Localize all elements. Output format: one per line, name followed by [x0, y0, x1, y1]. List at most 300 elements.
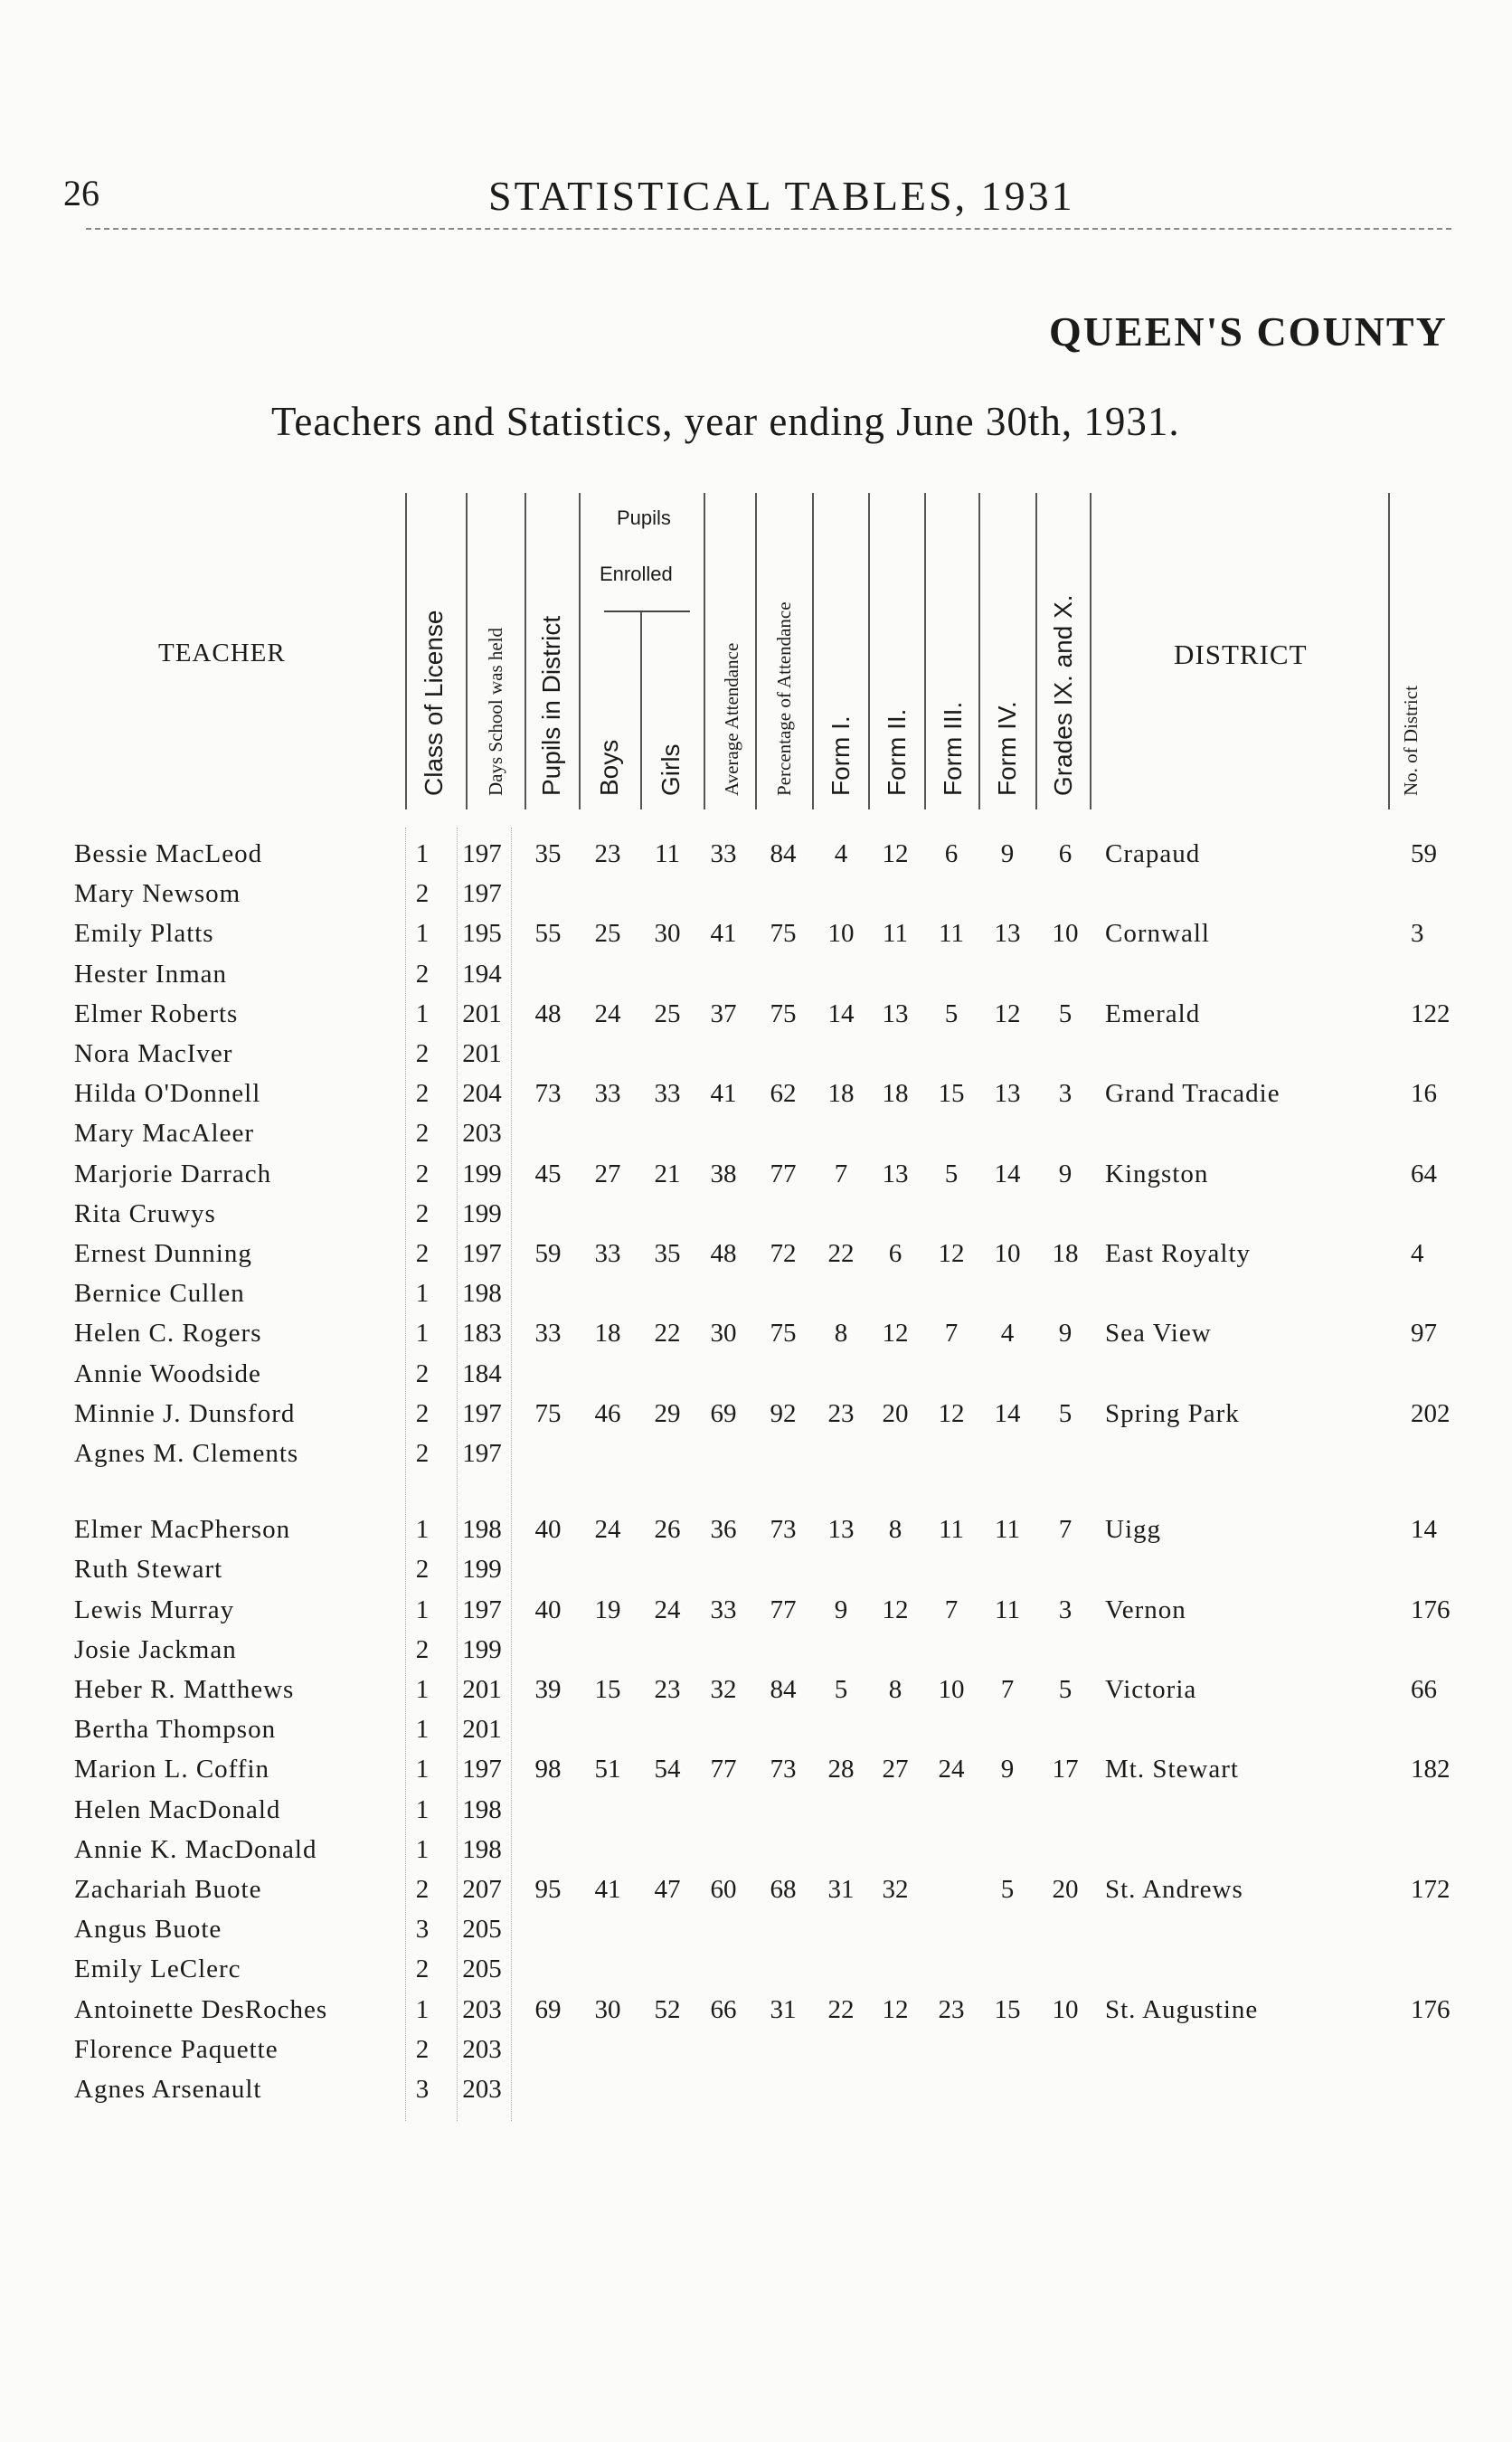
form-2-count: 18	[882, 1079, 909, 1109]
county-title: QUEEN'S COUNTY	[1049, 308, 1448, 355]
boys-enrolled: 25	[594, 919, 621, 949]
form-4-count: 13	[994, 919, 1021, 949]
form-1-count: 10	[827, 919, 855, 949]
table-row	[0, 1399, 1512, 1439]
form-4-count: 12	[994, 999, 1021, 1028]
district-number: 59	[1411, 839, 1437, 868]
grades-9-10-count: 5	[1058, 1398, 1073, 1428]
table-row	[0, 879, 1512, 919]
pupils-in-district: 33	[534, 1319, 562, 1349]
license-class: 1	[415, 919, 430, 949]
license-class: 2	[415, 1039, 430, 1068]
column-divider	[524, 493, 526, 809]
grades-9-10-header: Grades IX. and X.	[1049, 594, 1077, 796]
form-4-count: 11	[995, 1515, 1020, 1545]
table-row	[0, 1159, 1512, 1199]
teacher-name: Emily Platts	[74, 919, 214, 949]
boys-enrolled: 30	[594, 1994, 621, 2024]
days-held: 205	[462, 1915, 502, 1945]
form-2-count: 8	[888, 1515, 902, 1545]
boys-enrolled: 15	[594, 1675, 621, 1704]
grades-9-10-count: 7	[1058, 1515, 1073, 1545]
column-divider	[868, 493, 870, 809]
pupils-in-district: 40	[534, 1595, 562, 1624]
average-attendance: 36	[710, 1515, 737, 1545]
grades-9-10-count: 10	[1052, 919, 1079, 949]
girls-enrolled: 22	[654, 1319, 681, 1349]
average-attendance: 66	[710, 1994, 737, 2024]
license-class: 1	[415, 1755, 430, 1784]
pupils-in-district: 55	[534, 919, 562, 949]
teacher-name: Agnes M. Clements	[74, 1439, 299, 1468]
license-class: 3	[415, 1915, 430, 1945]
teacher-name: Josie Jackman	[74, 1634, 237, 1664]
table-row	[0, 1955, 1512, 1994]
table-row	[0, 1715, 1512, 1755]
teacher-name: Elmer MacPherson	[74, 1515, 291, 1545]
column-divider	[405, 493, 407, 809]
pupils-in-district-header: Pupils in District	[537, 615, 565, 796]
girls-enrolled: 24	[654, 1595, 681, 1624]
teacher-name: Hester Inman	[74, 959, 228, 989]
teacher-name: Annie K. MacDonald	[74, 1834, 317, 1864]
district-name: Kingston	[1105, 1159, 1209, 1188]
pupils-in-district: 39	[534, 1675, 562, 1704]
average-attendance: 69	[710, 1398, 737, 1428]
grades-9-10-count: 5	[1058, 999, 1073, 1028]
days-held: 203	[462, 2034, 502, 2064]
pupils-in-district: 59	[534, 1239, 562, 1268]
grades-9-10-count: 18	[1052, 1239, 1079, 1268]
license-class: 2	[415, 2034, 430, 2064]
form-3-count: 5	[944, 999, 959, 1028]
table-row	[0, 1279, 1512, 1319]
days-held: 197	[462, 1398, 502, 1428]
table-row	[0, 1359, 1512, 1399]
boys-enrolled: 51	[594, 1755, 621, 1784]
form-4-count: 9	[1000, 839, 1015, 868]
license-class: 1	[415, 1319, 430, 1349]
district-number: 97	[1411, 1319, 1437, 1349]
pupils-in-district: 48	[534, 999, 562, 1028]
days-held: 199	[462, 1555, 502, 1585]
form-4-count: 14	[994, 1159, 1021, 1188]
form-4-header: Form IV.	[993, 701, 1021, 796]
license-class: 1	[415, 999, 430, 1028]
column-divider	[579, 493, 581, 809]
pupils-in-district: 40	[534, 1515, 562, 1545]
district-number: 64	[1411, 1159, 1437, 1188]
form-1-count: 28	[827, 1755, 855, 1784]
percentage-attendance: 75	[770, 1319, 797, 1349]
form-2-header: Form II.	[883, 708, 911, 796]
average-attendance: 32	[710, 1675, 737, 1704]
table-row	[0, 1319, 1512, 1358]
teacher-name: Helen C. Rogers	[74, 1319, 262, 1349]
header-rule	[86, 228, 1451, 230]
license-class: 2	[415, 1555, 430, 1585]
teacher-name: Heber R. Matthews	[74, 1675, 295, 1704]
form-3-count: 11	[939, 1515, 964, 1545]
column-divider	[1090, 493, 1091, 809]
percentage-attendance: 75	[770, 919, 797, 949]
girls-enrolled: 23	[654, 1675, 681, 1704]
average-attendance: 41	[710, 919, 737, 949]
table-subtitle: Teachers and Statistics, year ending June 30th, 1931.	[271, 399, 1180, 444]
boys-enrolled: 33	[594, 1239, 621, 1268]
district-name: Sea View	[1105, 1319, 1212, 1349]
teacher-name: Emily LeClerc	[74, 1955, 241, 1984]
district-number: 66	[1411, 1675, 1437, 1704]
district-name: St. Andrews	[1105, 1875, 1243, 1904]
form-4-count: 10	[994, 1239, 1021, 1268]
table-row	[0, 960, 1512, 999]
table-row	[0, 919, 1512, 959]
days-held: 199	[462, 1198, 502, 1228]
table-row	[0, 839, 1512, 879]
district-column-header: DISTRICT	[1174, 639, 1308, 670]
table-row	[0, 1835, 1512, 1875]
form-3-count: 15	[938, 1079, 965, 1109]
form-1-count: 7	[834, 1159, 848, 1188]
district-number: 182	[1411, 1755, 1451, 1784]
form-1-count: 22	[827, 1994, 855, 2024]
percentage-attendance: 77	[770, 1595, 797, 1624]
table-row	[0, 1199, 1512, 1239]
percentage-attendance: 73	[770, 1515, 797, 1545]
days-held: 195	[462, 919, 502, 949]
license-class: 1	[415, 1994, 430, 2024]
days-held: 203	[462, 1994, 502, 2024]
enrolled-group-header: Enrolled	[600, 563, 673, 585]
form-2-count: 8	[888, 1675, 902, 1704]
license-class: 2	[415, 1079, 430, 1109]
license-class: 2	[415, 1358, 430, 1388]
form-4-count: 15	[994, 1994, 1021, 2024]
boys-header: Boys	[595, 739, 623, 796]
girls-enrolled: 29	[654, 1398, 681, 1428]
average-attendance: 30	[710, 1319, 737, 1349]
district-number: 176	[1411, 1595, 1451, 1624]
form-1-count: 5	[834, 1675, 848, 1704]
teacher-name: Agnes Arsenault	[74, 2075, 262, 2104]
grades-9-10-count: 3	[1058, 1079, 1073, 1109]
girls-enrolled: 21	[654, 1159, 681, 1188]
teacher-name: Nora MacIver	[74, 1039, 233, 1068]
district-name: Crapaud	[1105, 839, 1201, 868]
column-divider	[1388, 493, 1390, 809]
form-3-count: 5	[944, 1159, 959, 1188]
district-number: 16	[1411, 1079, 1437, 1109]
girls-enrolled: 35	[654, 1239, 681, 1268]
boys-enrolled: 46	[594, 1398, 621, 1428]
grades-9-10-count: 20	[1052, 1875, 1079, 1904]
form-3-count: 11	[939, 919, 964, 949]
table-row	[0, 1795, 1512, 1835]
form-2-count: 13	[882, 999, 909, 1028]
days-held: 201	[462, 1039, 502, 1068]
girls-enrolled: 52	[654, 1994, 681, 2024]
table-row	[0, 1439, 1512, 1479]
district-name: Uigg	[1105, 1515, 1161, 1545]
form-4-count: 14	[994, 1398, 1021, 1428]
percentage-attendance-header: Percentage of Attendance	[773, 601, 795, 796]
form-2-count: 12	[882, 1595, 909, 1624]
form-3-count: 24	[938, 1755, 965, 1784]
table-row	[0, 1079, 1512, 1119]
form-1-count: 14	[827, 999, 855, 1028]
boys-enrolled: 41	[594, 1875, 621, 1904]
percentage-attendance: 72	[770, 1239, 797, 1268]
percentage-attendance: 62	[770, 1079, 797, 1109]
days-held: 197	[462, 1595, 502, 1624]
girls-enrolled: 30	[654, 919, 681, 949]
days-held: 197	[462, 839, 502, 868]
days-held: 197	[462, 879, 502, 909]
average-attendance: 38	[710, 1159, 737, 1188]
teacher-name: Bernice Cullen	[74, 1279, 245, 1309]
teacher-name: Lewis Murray	[74, 1595, 235, 1624]
grades-9-10-count: 10	[1052, 1994, 1079, 2024]
boys-enrolled: 18	[594, 1319, 621, 1349]
girls-enrolled: 26	[654, 1515, 681, 1545]
column-divider	[978, 493, 980, 809]
form-1-count: 23	[827, 1398, 855, 1428]
average-attendance: 48	[710, 1239, 737, 1268]
days-held: 194	[462, 959, 502, 989]
form-3-header: Form III.	[939, 701, 967, 796]
form-2-count: 32	[882, 1875, 909, 1904]
form-4-count: 5	[1000, 1875, 1015, 1904]
district-name: Vernon	[1105, 1595, 1186, 1624]
column-divider	[924, 493, 926, 809]
teacher-name: Mary Newsom	[74, 879, 241, 909]
district-number: 14	[1411, 1515, 1437, 1545]
percentage-attendance: 75	[770, 999, 797, 1028]
pupils-group-header: Pupils	[617, 506, 671, 529]
license-class: 2	[415, 1875, 430, 1904]
license-class: 2	[415, 1634, 430, 1664]
boys-enrolled: 23	[594, 839, 621, 868]
teacher-name: Florence Paquette	[74, 2034, 279, 2064]
teacher-name: Marion L. Coffin	[74, 1755, 270, 1784]
pupils-in-district: 95	[534, 1875, 562, 1904]
form-3-count: 12	[938, 1239, 965, 1268]
district-name: Cornwall	[1105, 919, 1210, 949]
license-class: 2	[415, 1239, 430, 1268]
district-name: Spring Park	[1105, 1398, 1240, 1428]
boys-enrolled: 24	[594, 999, 621, 1028]
average-attendance: 77	[710, 1755, 737, 1784]
license-class: 2	[415, 1439, 430, 1468]
column-divider	[755, 493, 757, 809]
average-attendance: 33	[710, 839, 737, 868]
days-held: 207	[462, 1875, 502, 1904]
boys-enrolled: 24	[594, 1515, 621, 1545]
grades-9-10-count: 9	[1058, 1319, 1073, 1349]
teacher-name: Angus Buote	[74, 1915, 222, 1945]
table-row	[0, 1635, 1512, 1675]
form-2-count: 20	[882, 1398, 909, 1428]
average-attendance-header: Average Attendance	[721, 642, 742, 796]
average-attendance: 60	[710, 1875, 737, 1904]
table-row	[0, 1039, 1512, 1079]
form-1-count: 8	[834, 1319, 848, 1349]
boys-enrolled: 27	[594, 1159, 621, 1188]
pupils-in-district: 45	[534, 1159, 562, 1188]
form-1-count: 18	[827, 1079, 855, 1109]
form-3-count: 7	[944, 1319, 959, 1349]
enrolled-rule	[604, 610, 690, 612]
pupils-in-district: 69	[534, 1994, 562, 2024]
district-number: 172	[1411, 1875, 1451, 1904]
table-row	[0, 1239, 1512, 1279]
license-class: 1	[415, 1794, 430, 1824]
table-row	[0, 1595, 1512, 1635]
form-4-count: 11	[995, 1595, 1020, 1624]
girls-enrolled: 47	[654, 1875, 681, 1904]
form-2-count: 12	[882, 1994, 909, 2024]
license-class: 1	[415, 1279, 430, 1309]
column-divider	[466, 493, 468, 809]
form-4-count: 4	[1000, 1319, 1015, 1349]
license-class: 2	[415, 1119, 430, 1149]
percentage-attendance: 84	[770, 1675, 797, 1704]
table-row	[0, 2075, 1512, 2115]
days-held: 201	[462, 1675, 502, 1704]
days-held: 198	[462, 1279, 502, 1309]
district-name: Emerald	[1105, 999, 1201, 1028]
teacher-name: Mary MacAleer	[74, 1119, 254, 1149]
form-3-count: 7	[944, 1595, 959, 1624]
column-divider	[704, 493, 705, 809]
boys-enrolled: 33	[594, 1079, 621, 1109]
teacher-name: Ernest Dunning	[74, 1239, 252, 1268]
district-name: Victoria	[1105, 1675, 1197, 1704]
girls-enrolled: 54	[654, 1755, 681, 1784]
days-held: 197	[462, 1755, 502, 1784]
column-divider	[812, 493, 814, 809]
license-class: 1	[415, 839, 430, 868]
teacher-name: Annie Woodside	[74, 1358, 261, 1388]
table-row	[0, 1675, 1512, 1715]
column-divider	[640, 610, 642, 809]
teacher-name: Minnie J. Dunsford	[74, 1398, 296, 1428]
grades-9-10-count: 6	[1058, 839, 1073, 868]
girls-enrolled: 33	[654, 1079, 681, 1109]
teacher-name: Marjorie Darrach	[74, 1159, 272, 1188]
license-class: 1	[415, 1595, 430, 1624]
grades-9-10-count: 5	[1058, 1675, 1073, 1704]
form-1-count: 4	[834, 839, 848, 868]
girls-header: Girls	[657, 743, 685, 796]
days-held: 199	[462, 1634, 502, 1664]
form-2-count: 27	[882, 1755, 909, 1784]
percentage-attendance: 77	[770, 1159, 797, 1188]
percentage-attendance: 68	[770, 1875, 797, 1904]
form-1-count: 22	[827, 1239, 855, 1268]
license-class: 2	[415, 1955, 430, 1984]
days-held: 199	[462, 1159, 502, 1188]
form-1-count: 31	[827, 1875, 855, 1904]
teacher-name: Rita Cruwys	[74, 1198, 216, 1228]
district-number: 176	[1411, 1994, 1451, 2024]
form-2-count: 6	[888, 1239, 902, 1268]
percentage-attendance: 73	[770, 1755, 797, 1784]
teacher-name: Hilda O'Donnell	[74, 1079, 261, 1109]
license-class: 2	[415, 1398, 430, 1428]
form-4-count: 13	[994, 1079, 1021, 1109]
days-held: 197	[462, 1439, 502, 1468]
table-row	[0, 1515, 1512, 1555]
license-class: 2	[415, 959, 430, 989]
form-4-count: 9	[1000, 1755, 1015, 1784]
percentage-attendance: 92	[770, 1398, 797, 1428]
teacher-name: Elmer Roberts	[74, 999, 239, 1028]
page-number: 26	[63, 173, 99, 213]
teacher-name: Zachariah Buote	[74, 1875, 262, 1904]
teacher-name: Antoinette DesRoches	[74, 1994, 328, 2024]
teacher-name: Bertha Thompson	[74, 1715, 277, 1745]
days-held: 198	[462, 1794, 502, 1824]
grades-9-10-count: 17	[1052, 1755, 1079, 1784]
district-name: Mt. Stewart	[1105, 1755, 1239, 1784]
district-name: St. Augustine	[1105, 1994, 1259, 2024]
teacher-name: Bessie MacLeod	[74, 839, 263, 868]
district-number: 3	[1411, 919, 1424, 949]
girls-enrolled: 11	[655, 839, 680, 868]
running-header: STATISTICAL TABLES, 1931	[488, 173, 1075, 219]
days-held: 197	[462, 1239, 502, 1268]
license-class: 2	[415, 879, 430, 909]
table-row	[0, 999, 1512, 1039]
license-class: 1	[415, 1675, 430, 1704]
days-held: 201	[462, 999, 502, 1028]
days-held: 203	[462, 1119, 502, 1149]
district-name: East Royalty	[1105, 1239, 1252, 1268]
teacher-name: Helen MacDonald	[74, 1794, 281, 1824]
table-row	[0, 1755, 1512, 1794]
percentage-attendance: 31	[770, 1994, 797, 2024]
days-held: 204	[462, 1079, 502, 1109]
district-number: 4	[1411, 1239, 1424, 1268]
days-held: 198	[462, 1834, 502, 1864]
pupils-in-district: 35	[534, 839, 562, 868]
average-attendance: 33	[710, 1595, 737, 1624]
license-class: 3	[415, 2075, 430, 2104]
form-1-count: 9	[834, 1595, 848, 1624]
table-row	[0, 1555, 1512, 1595]
days-held: 198	[462, 1515, 502, 1545]
district-number-header: No. of District	[1400, 686, 1422, 796]
days-held: 184	[462, 1358, 502, 1388]
form-3-count: 6	[944, 839, 959, 868]
column-divider	[1035, 493, 1037, 809]
pupils-in-district: 73	[534, 1079, 562, 1109]
pupils-in-district: 75	[534, 1398, 562, 1428]
form-4-count: 7	[1000, 1675, 1015, 1704]
class-of-license-header: Class of License	[420, 610, 448, 796]
form-2-count: 11	[883, 919, 908, 949]
grades-9-10-count: 9	[1058, 1159, 1073, 1188]
form-3-count: 10	[938, 1675, 965, 1704]
days-school-held-header: Days School was held	[485, 627, 506, 796]
pupils-in-district: 98	[534, 1755, 562, 1784]
license-class: 1	[415, 1515, 430, 1545]
percentage-attendance: 84	[770, 839, 797, 868]
teacher-column-header: TEACHER	[158, 639, 286, 667]
license-class: 2	[415, 1198, 430, 1228]
